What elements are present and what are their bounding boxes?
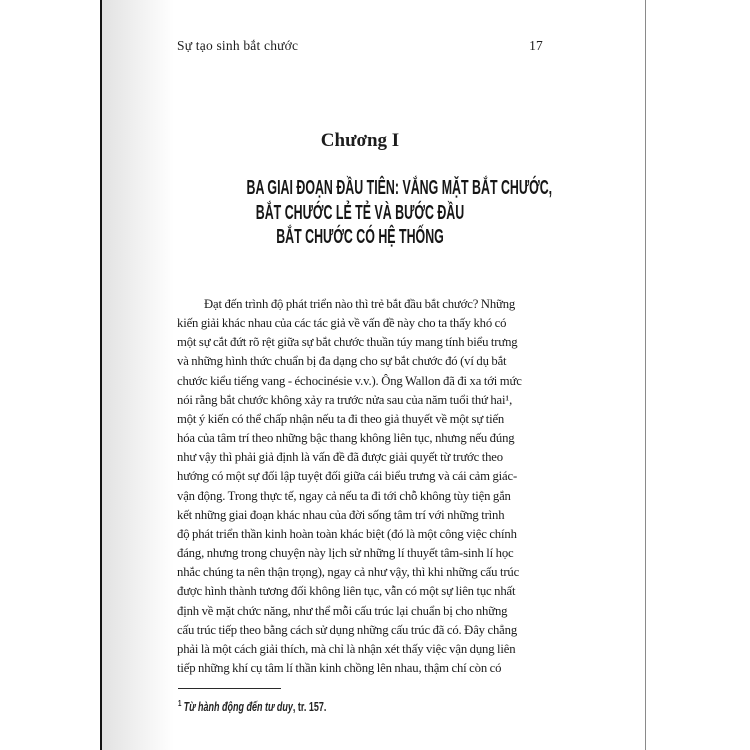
footnote-rule [178, 688, 281, 689]
body-line: phải là một cách giải thích, mà chỉ là nhận xét thấy việc vận dụng liên [177, 641, 516, 656]
footnote-marker: 1 [178, 697, 182, 708]
body-line: nói rằng bắt chước không xảy ra trước nửa sau của năm tuổi thứ hai¹, [177, 392, 513, 407]
body-line: như vậy thì phải giả định là vấn đề đã được giải quyết từ trước theo [177, 450, 503, 465]
body-line: hóa của tâm trí theo những bậc thang không liên tục, nhưng nếu đúng [177, 431, 515, 446]
footnote-source-title: Từ hành động đến tư duy [183, 700, 293, 714]
book-page [100, 0, 646, 750]
chapter-label: Chương I [320, 130, 400, 151]
body-line: chước kiểu tiếng vang - échocinésie v.v.). Ông Wallon đã đi xa tới mức [177, 373, 522, 388]
chapter-title [246, 176, 553, 250]
body-line: vận động. Trong thực tế, ngay cả nếu ta đi tới chỗ không tùy tiện gắn [177, 488, 511, 503]
chapter-title-line: BẮT CHƯỚC LẺ TẺ VÀ BƯỚC ĐẦU [255, 201, 465, 224]
running-title: Sự tạo sinh bắt chước [177, 38, 299, 53]
chapter-title-line: BA GIAI ĐOẠN ĐẦU TIÊN: VẮNG MẶT BẮT CHƯỚC, [246, 177, 553, 199]
body-line: độ phát triển thần kinh hoàn toàn khác biệt (đó là một công việc chính [177, 526, 517, 541]
page-number: 17 [529, 38, 543, 53]
body-line: một ý kiến có thể chấp nhận nếu ta đi theo giả thuyết về một sự tiến [177, 411, 505, 426]
chapter-title-line: BẮT CHƯỚC CÓ HỆ THỐNG [276, 226, 444, 248]
body-line: Đạt đến trình độ phát triển nào thì trẻ bắt đầu bắt chước? Những [204, 297, 516, 311]
running-header [177, 38, 543, 54]
body-text [177, 295, 559, 678]
page-gutter-shadow [102, 0, 174, 750]
body-line: cấu trúc tiếp theo bằng cách sử dụng những cấu trúc đã có. Đây chẳng [177, 622, 518, 637]
body-line: tiếp những khí cụ tâm lí thần kinh chồng lên nhau, thậm chí còn có [177, 660, 502, 675]
footnote-suffix: , tr. 157. [292, 700, 327, 714]
body-line: kết những giai đoạn khác nhau của đời sống tâm trí với những trình [177, 507, 505, 522]
body-line: nhắc chúng ta nên thận trọng), ngay cả như vậy, thì khi những cấu trúc [177, 565, 520, 580]
body-line: đáng, nhưng trong chuyện này lịch sử những lí thuyết tâm-sinh lí học [177, 546, 514, 561]
body-line: một sự cắt đứt rõ rệt giữa sự bắt chước thuần túy mang tính biểu trưng [177, 335, 518, 350]
footnote [178, 697, 327, 714]
body-line: được hình thành tương đối không liên tục, vẫn có một sự liên tục nhất [177, 584, 516, 599]
body-line: và những hình thức chuẩn bị đa dạng cho sự bắt chước đó (ví dụ bắt [177, 354, 507, 369]
body-line: kiến giải khác nhau của các tác giả về vấn đề này cho ta thấy khó có [177, 316, 507, 331]
body-line: hướng có một sự đối lập tuyệt đối giữa cái biểu trưng và cái cảm giác- [177, 469, 518, 484]
body-line: định về mặt chức năng, như thể mỗi cấu trúc lại chuẩn bị cho những [177, 603, 508, 618]
